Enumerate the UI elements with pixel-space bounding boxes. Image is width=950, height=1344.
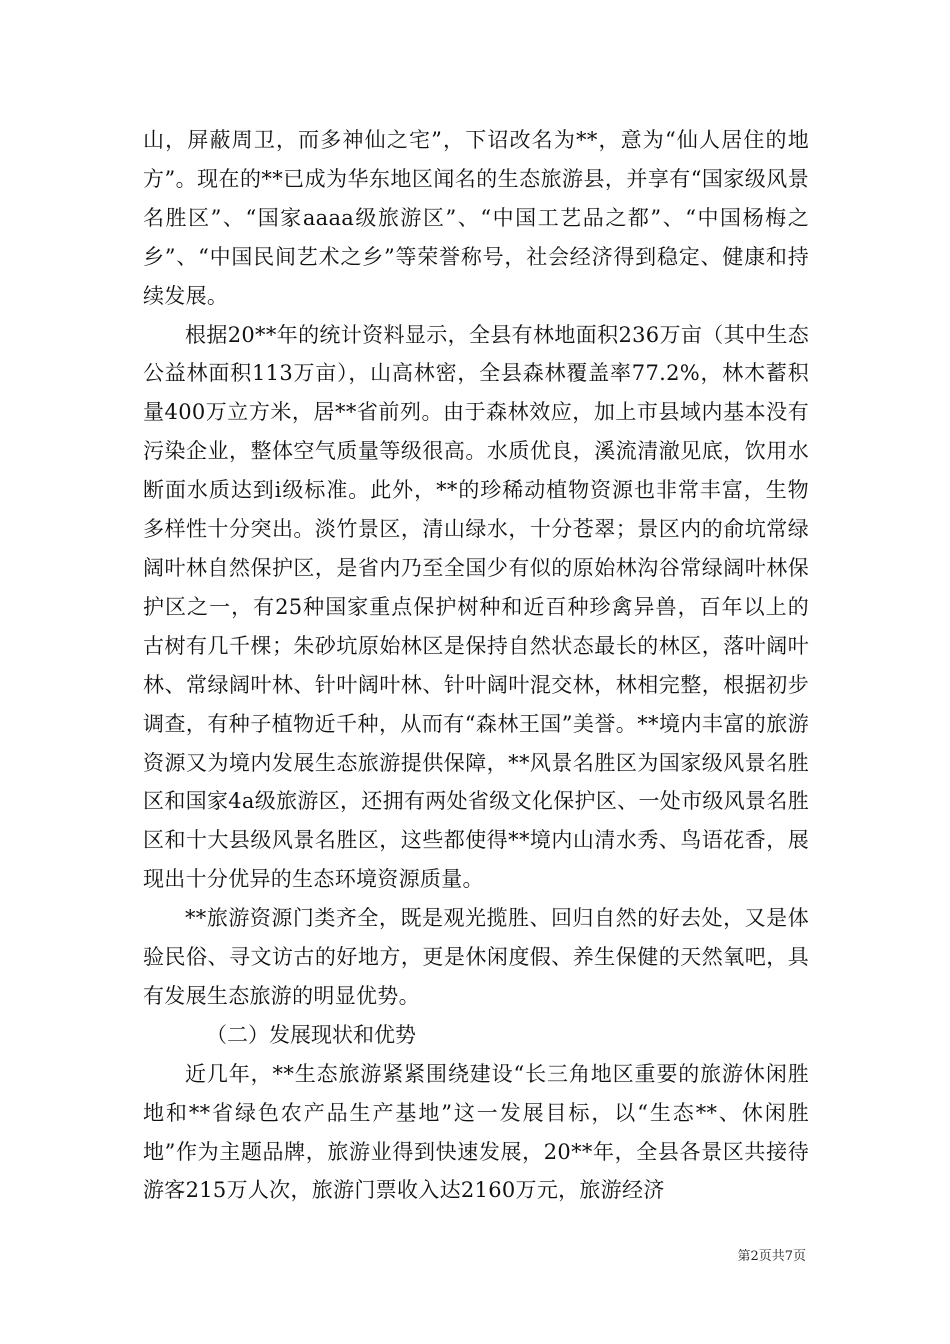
paragraph-3: **旅游资源门类齐全，既是观光揽胜、回归自然的好去处，又是体验民俗、寻文访古的好地方，更是休闲度假、养生保健的天然氧吧，具有发展生态旅游的明显优势。	[143, 906, 809, 1008]
paragraph-4: 近几年，**生态旅游紧紧围绕建设“长三角地区重要的旅游休闲胜地和**省绿色农产品生产基地”这一发展目标，以“生态**、休闲胜地”作为主题品牌，旅游业得到快速发展，20**年，全县各景区共接待游客215万人次，旅游门票收入达2160万元，旅游经济	[143, 1061, 809, 1203]
section-heading: （二）发展现状和优势	[206, 1022, 416, 1047]
paragraph-1: 山，屏蔽周卫，而多神仙之宅”，下诏改名为**，意为“仙人居住的地方”。现在的**已成为华东地区闻名的生态旅游县，并享有“国家级风景名胜区”、“国家aaaa级旅游区”、“中国工艺品之都”、“中国杨梅之乡”、“中国民间艺术之乡”等荣誉称号，社会经济得到稳定、健康和持续发展。	[143, 128, 809, 308]
document-body	[143, 121, 809, 1210]
paragraph-2: 根据20**年的统计资料显示，全县有林地面积236万亩（其中生态公益林面积113万亩），山高林密，全县森林覆盖率77.2%，林木蓄积量400万立方米，居**省前列。由于森林效应，加上市县域内基本没有污染企业，整体空气质量等级很高。水质优良，溪流清澈见底，饮用水断面水质达到i级标准。此外，**的珍稀动植物资源也非常丰富，生物多样性十分突出。淡竹景区，清山绿水，十分苍翠；景区内的俞坑常绿阔叶林自然保护区，是省内乃至全国少有似的原始林沟谷常绿阔叶林保护区之一，有25种国家重点保护树种和近百种珍禽异兽，百年以上的古树有几千棵；朱砂坑原始林区是保持自然状态最长的林区，落叶阔叶林、常绿阔叶林、针叶阔叶林、针叶阔叶混交林，林相完整，根据初步调查，有种子植物近千种，从而有“森林王国”美誉。**境内丰富的旅游资源又为境内发展生态旅游提供保障，**风景名胜区为国家级风景名胜区和国家4a级旅游区，还拥有两处省级文化保护区、一处市级风景名胜区和十大县级风景名胜区，这些都使得**境内山清水秀、鸟语花香，展现出十分优异的生态环境资源质量。	[143, 322, 809, 892]
page-number: 第2页共7页	[737, 1249, 806, 1264]
